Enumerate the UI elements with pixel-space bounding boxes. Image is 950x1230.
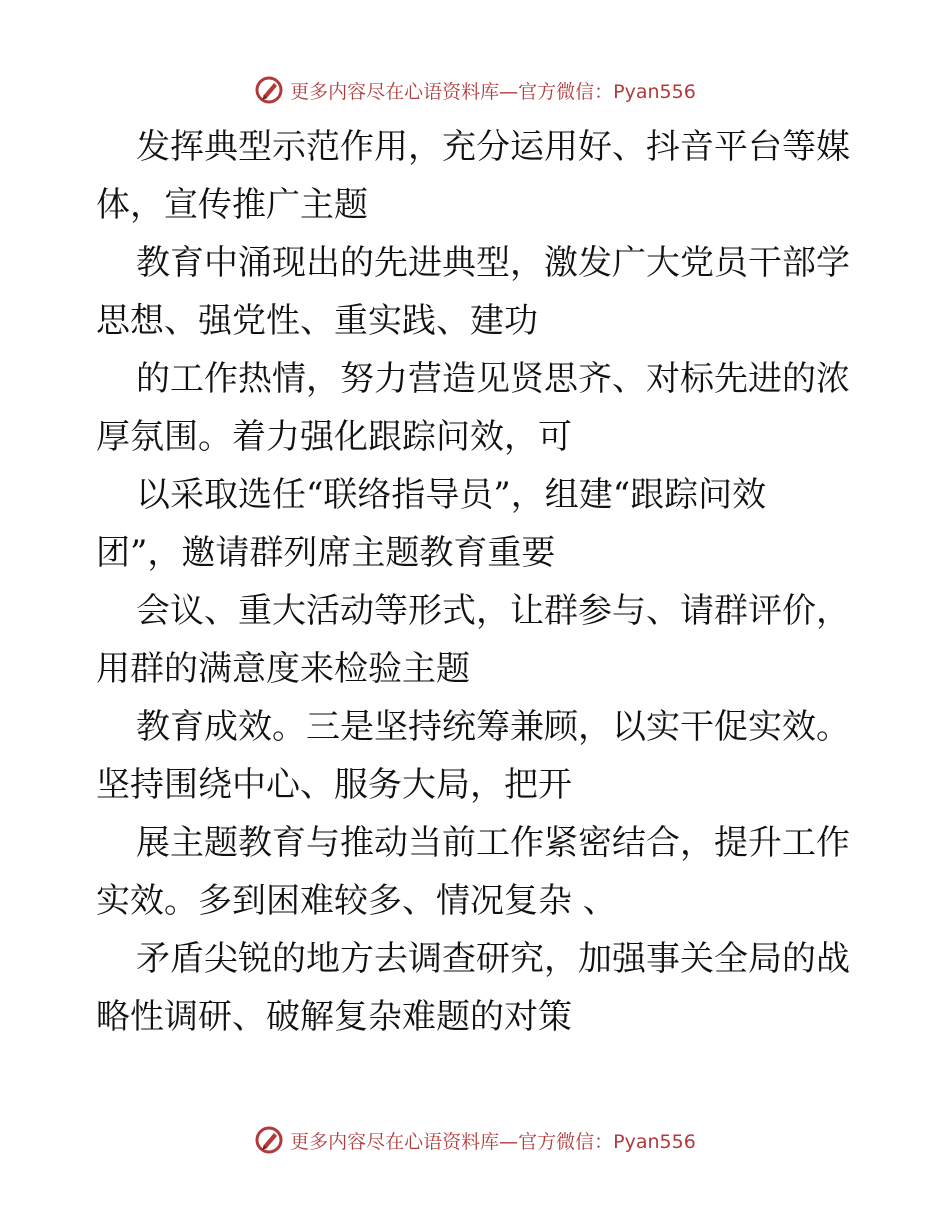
text-line: 坚持围绕中心、服务大局，把开 <box>96 765 572 805</box>
text-line: 会议、重大活动等形式，让群参与、请群评价， <box>136 591 850 631</box>
text-line: 思想、强党性、重实践、建功 <box>96 301 538 341</box>
text-line: 体，宣传推广主题 <box>96 185 368 225</box>
text-line: 略性调研、破解复杂难题的对策 <box>96 997 572 1037</box>
text-line: 厚氛围。着力强化跟踪问效，可 <box>96 417 572 457</box>
footer-watermark <box>0 1120 950 1160</box>
text-line: 的工作热情，努力营造见贤思齐、对标先进的浓 <box>136 359 850 399</box>
text-line: 矛盾尖锐的地方去调查研究，加强事关全局的战 <box>136 939 850 979</box>
text-line: 用群的满意度来检验主题 <box>96 649 470 689</box>
text-line: 以采取选任“联络指导员”，组建“跟踪问效 <box>136 475 767 515</box>
text-line: 教育成效。三是坚持统筹兼顾，以实干促实效。 <box>136 707 850 747</box>
pen-logo-icon <box>254 75 284 105</box>
text-line: 展主题教育与推动当前工作紧密结合，提升工作 <box>136 823 850 863</box>
footer-watermark-text: 更多内容尽在心语资料库—官方微信：Pyan556 <box>290 1130 696 1153</box>
text-line: 实效。多到困难较多、情况复杂 、 <box>96 881 617 921</box>
header-watermark <box>0 70 950 110</box>
header-watermark-text: 更多内容尽在心语资料库—官方微信：Pyan556 <box>290 80 696 103</box>
text-line: 团”，邀请群列席主题教育重要 <box>96 533 556 573</box>
document-body <box>96 118 886 1046</box>
pen-logo-icon <box>254 1125 284 1155</box>
text-line: 教育中涌现出的先进典型，激发广大党员干部学 <box>136 243 850 283</box>
text-line: 发挥典型示范作用，充分运用好、抖音平台等媒 <box>136 127 850 167</box>
